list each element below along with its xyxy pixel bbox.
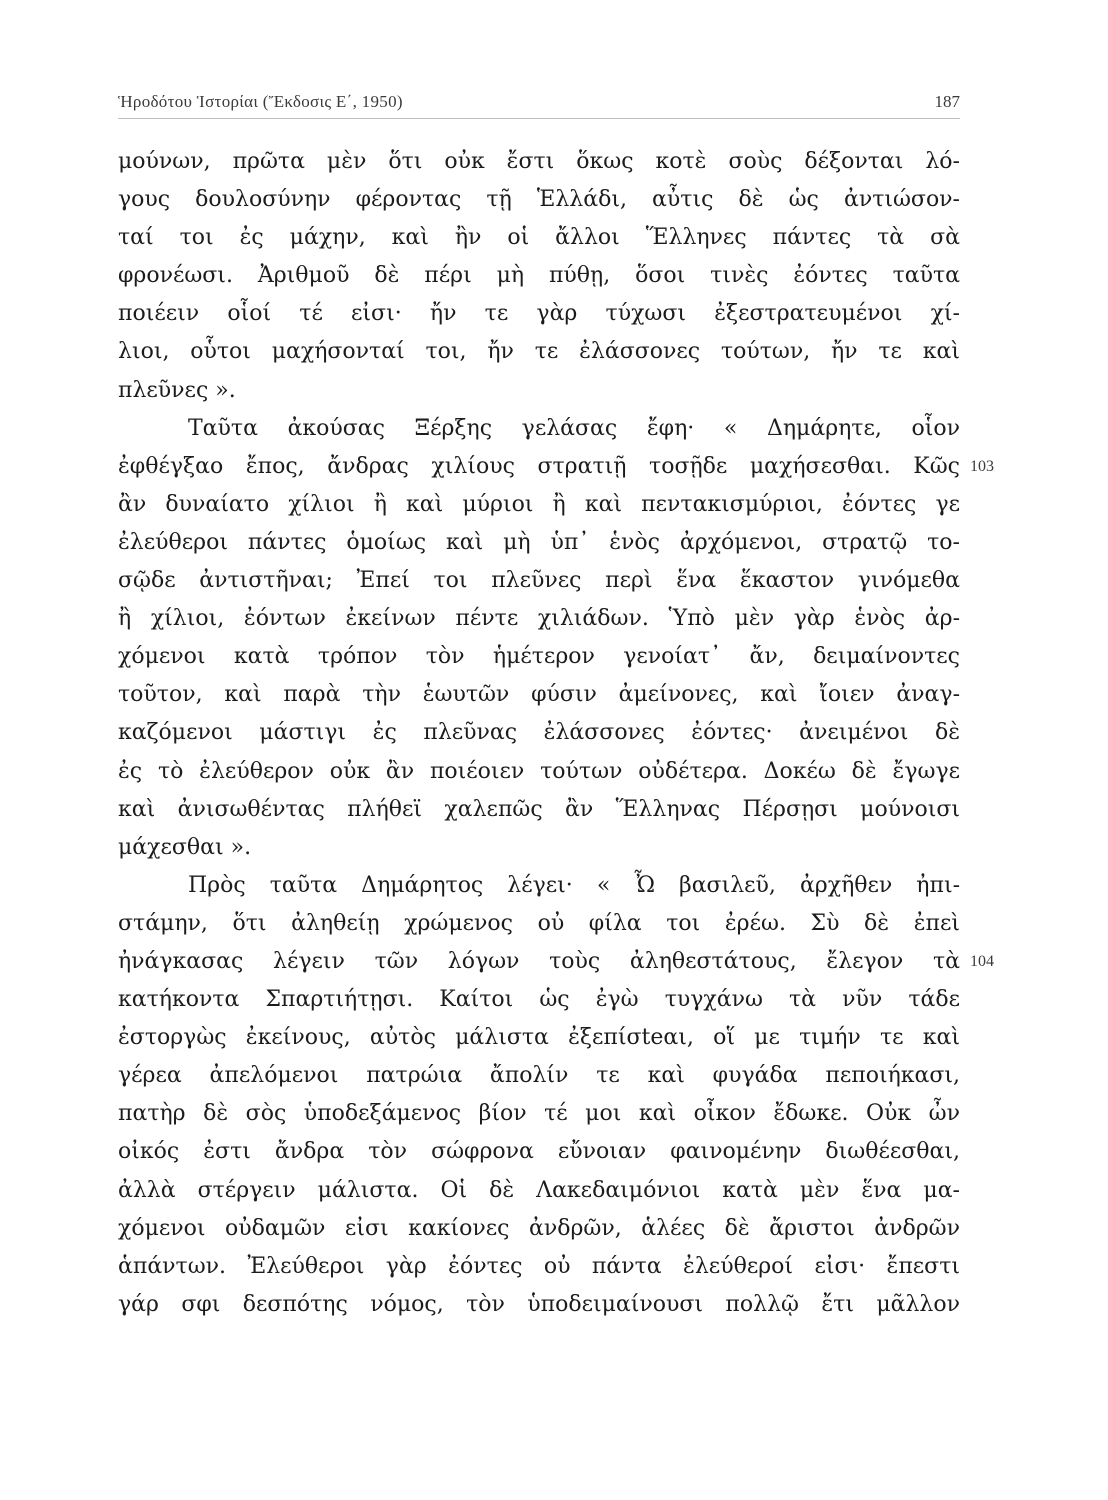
text-line: μούνων, πρῶτα μὲν ὅτι οὐκ ἔστι ὅκως κοτὲ σοὺς δέξονται λό-	[118, 149, 960, 174]
text-line: καζόμενοι μάστιγι ἐς πλεῦνας ἐλάσσονες ἐόντες· ἀνειμένοι δὲ	[118, 720, 960, 746]
text-line: οἰκός ἐστι ἄνδρα τὸν σώφρονα εὔνοιαν φαινομένην διωθέεσθαι,	[118, 1139, 960, 1165]
text-line: μάχεσθαι ».	[118, 834, 252, 860]
text-line: γους δουλοσύνην φέροντας τῇ Ἑλλάδι, αὖτις δὲ ὡς ἀντιώσον-	[118, 187, 960, 213]
text-line: χόμενοι οὐδαμῶν εἰσι κακίονες ἀνδρῶν, ἁλέες δὲ ἄριστοι ἀνδρῶν	[118, 1215, 960, 1241]
text-line: ἢ χίλιοι, ἐόντων ἐκείνων πέντε χιλιάδων. Ὑπὸ μὲν γὰρ ἑνὸς ἀρ-	[118, 606, 960, 632]
text-line: πλεῦνες ».	[118, 377, 236, 403]
text-line: ποιέειν οἷοί τέ εἰσι· ἤν τε γὰρ τύχωσι ἐξεστρατευμένοι χί-	[118, 301, 960, 327]
text-line: Ταῦτα ἀκούσας Ξέρξης γελάσας ἔφη· « Δημάρητε, οἷον	[188, 415, 960, 441]
text-line: στάμην, ὅτι ἀληθείῃ χρώμενος οὐ φίλα τοι ἐρέω. Σὺ δὲ ἐπεὶ	[118, 910, 960, 936]
text-line: ἀλλὰ στέργειν μάλιστα. Οἱ δὲ Λακεδαιμόνιοι κατὰ μὲν ἕνα μα-	[118, 1177, 960, 1203]
text-line: κατήκοντα Σπαρτιήτῃσι. Καίτοι ὡς ἐγὼ τυγχάνω τὰ νῦν τάδε	[118, 987, 960, 1013]
text-line: γέρεα ἀπελόμενοι πατρώια ἄπολίν τε καὶ φυγάδα πεποιήκασι,	[118, 1063, 960, 1089]
text-line: ἐλεύθεροι πάντες ὁμοίως καὶ μὴ ὑπ᾽ ἑνὸς ἀρχόμενοι, στρατῷ το-	[118, 529, 960, 555]
text-line: ἐστοργὼς ἐκείνους, αὐτὸς μάλιστα ἐξεπίσteαι, οἵ με τιμήν τε καὶ	[118, 1025, 960, 1051]
text-line: λιοι, οὗτοι μαχήσονταί τοι, ἤν τε ἐλάσσονες τούτων, ἤν τε καὶ	[118, 339, 960, 365]
text-line: Πρὸς ταῦτα Δημάρητος λέγει· « Ὦ βασιλεῦ, ἀρχῆθεν ἠπι-	[188, 872, 960, 898]
text-line: πατὴρ δὲ σὸς ὑποδεξάμενος βίον τέ μοι καὶ οἶκον ἔδωκε. Οὐκ ὦν	[118, 1101, 960, 1127]
text-line: γάρ σφι δεσπότης νόμος, τὸν ὑποδειμαίνουσι πολλῷ ἔτι μᾶλλον	[118, 1291, 960, 1317]
text-line: καὶ ἀνισωθέντας πλήθεϊ χαλεπῶς ἂν Ἕλληνας Πέρσῃσι μούνοισι	[118, 796, 960, 822]
body-text	[118, 143, 960, 1324]
text-line: ταί τοι ἐς μάχην, καὶ ἢν οἱ ἄλλοι Ἕλληνες πάντες τὰ σὰ	[118, 225, 960, 251]
text-line: ἐφθέγξαο ἔπος, ἄνδρας χιλίους στρατιῇ τοσῇδε μαχήσεσθαι. Κῶς	[118, 453, 960, 479]
text-line: τοῦτον, καὶ παρὰ τὴν ἑωυτῶν φύσιν ἀμείνονες, καὶ ἴοιεν ἀναγ-	[118, 682, 960, 708]
text-line: χόμενοι κατὰ τρόπον τὸν ἡμέτερον γενοίατ᾽ ἄν, δειμαίνοντες	[118, 644, 960, 670]
text-line: φρονέωσι. Ἀριθμοῦ δὲ πέρι μὴ πύθῃ, ὅσοι τινὲς ἐόντες ταῦτα	[118, 263, 960, 289]
text-line: ἠνάγκασας λέγειν τῶν λόγων τοὺς ἀληθεστάτους, ἔλεγον τὰ	[118, 948, 960, 974]
running-header	[118, 88, 960, 119]
text-line: ἁπάντων. Ἐλεύθεροι γὰρ ἐόντες οὐ πάντα ἐλεύθεροί εἰσι· ἔπεστι	[118, 1253, 960, 1279]
section-number-104: 104	[970, 953, 994, 970]
text-line: ἐς τὸ ἐλεύθερον οὐκ ἂν ποιέοιεν τούτων οὐδέτερα. Δοκέω δὲ ἔγωγε	[118, 758, 960, 784]
page-number: 187	[934, 92, 960, 111]
section-number-103: 103	[970, 458, 994, 475]
running-header-title: Ἡροδότου Ἱστορίαι (Ἔκδοσις Ε΄, 1950)	[118, 92, 403, 111]
text-line: σῷδε ἀντιστῆναι; Ἐπεί τοι πλεῦνες περὶ ἕνα ἕκαστον γινόμεθα	[118, 568, 960, 594]
text-line: ἂν δυναίατο χίλιοι ἢ καὶ μύριοι ἢ καὶ πεντακισμύριοι, ἐόντες γε	[118, 491, 960, 517]
